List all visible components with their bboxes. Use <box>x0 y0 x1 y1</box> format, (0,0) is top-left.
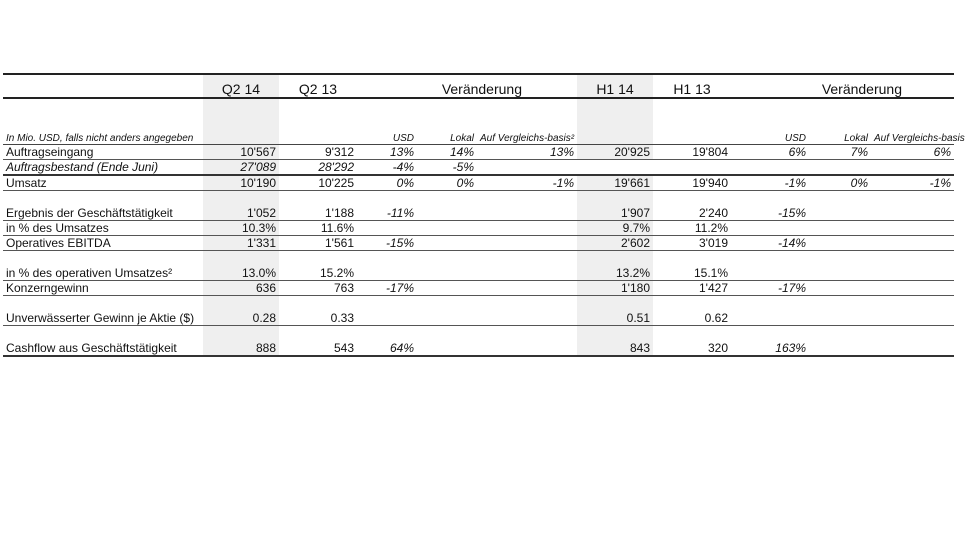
change-lokal <box>417 281 477 296</box>
value-q2-14: 1'331 <box>203 236 279 251</box>
value-h1-14: 19'661 <box>577 175 653 191</box>
value-h1-13: 19'804 <box>653 145 731 160</box>
change-lokal-h1: 0% <box>809 175 871 191</box>
table-row <box>3 251 954 281</box>
row-label: Operatives EBITDA <box>3 236 203 251</box>
subheader-lokal-h1: Lokal <box>809 98 871 145</box>
value-q2-14: 888 <box>203 326 279 357</box>
row-label: Cashflow aus Geschäftstätigkeit <box>3 326 203 357</box>
row-label: Auftragsbestand (Ende Juni) <box>3 160 203 176</box>
value-h1-14: 843 <box>577 326 653 357</box>
row-label: Umsatz <box>3 175 203 191</box>
value-h1-13 <box>653 160 731 176</box>
value-q2-13: 11.6% <box>279 221 357 236</box>
value-q2-13: 763 <box>279 281 357 296</box>
change-lokal-h1 <box>809 221 871 236</box>
value-q2-13: 10'225 <box>279 175 357 191</box>
change-comparable <box>477 296 577 326</box>
change-comparable-h1 <box>871 236 954 251</box>
value-h1-14 <box>577 160 653 176</box>
change-comparable: 13% <box>477 145 577 160</box>
value-h1-14: 2'602 <box>577 236 653 251</box>
change-comparable-h1 <box>871 326 954 357</box>
change-lokal <box>417 251 477 281</box>
units-note: In Mio. USD, falls nicht anders angegeben <box>3 98 203 145</box>
table-row <box>3 296 954 326</box>
row-label: Auftragseingang <box>3 145 203 160</box>
value-h1-14: 0.51 <box>577 296 653 326</box>
change-usd-h1 <box>731 221 809 236</box>
table-row <box>3 221 954 236</box>
change-lokal: 0% <box>417 175 477 191</box>
value-h1-13: 19'940 <box>653 175 731 191</box>
value-h1-13: 11.2% <box>653 221 731 236</box>
table-row <box>3 281 954 296</box>
subheader-empty-h1-14 <box>577 98 653 145</box>
change-usd <box>357 221 417 236</box>
change-comparable-h1: 6% <box>871 145 954 160</box>
value-h1-14: 20'925 <box>577 145 653 160</box>
value-q2-14: 10'190 <box>203 175 279 191</box>
header-row <box>3 74 954 98</box>
value-q2-13: 543 <box>279 326 357 357</box>
row-label: Ergebnis der Geschäftstätigkeit <box>3 191 203 221</box>
header-empty <box>3 74 203 98</box>
change-lokal-h1 <box>809 236 871 251</box>
value-h1-13: 3'019 <box>653 236 731 251</box>
table-row <box>3 191 954 221</box>
change-lokal-h1: 7% <box>809 145 871 160</box>
change-lokal-h1 <box>809 281 871 296</box>
header-q2-13: Q2 13 <box>279 74 357 98</box>
header-q2-14: Q2 14 <box>203 74 279 98</box>
value-h1-14: 1'180 <box>577 281 653 296</box>
subheader-row <box>3 98 954 145</box>
value-q2-13: 28'292 <box>279 160 357 176</box>
table-row <box>3 175 954 191</box>
change-comparable-h1 <box>871 296 954 326</box>
change-lokal-h1 <box>809 296 871 326</box>
change-comparable-h1 <box>871 221 954 236</box>
value-q2-14: 10.3% <box>203 221 279 236</box>
header-change-quarter: Veränderung <box>357 74 577 98</box>
value-h1-13: 320 <box>653 326 731 357</box>
value-q2-14: 636 <box>203 281 279 296</box>
subheader-empty-h1-13 <box>653 98 731 145</box>
subheader-usd-h1: USD <box>731 98 809 145</box>
change-usd-h1: -14% <box>731 236 809 251</box>
change-comparable <box>477 160 577 176</box>
change-comparable <box>477 326 577 357</box>
change-lokal: -5% <box>417 160 477 176</box>
change-comparable <box>477 281 577 296</box>
change-usd-h1: 163% <box>731 326 809 357</box>
change-lokal <box>417 221 477 236</box>
change-usd-h1 <box>731 296 809 326</box>
change-comparable: -1% <box>477 175 577 191</box>
value-q2-14: 0.28 <box>203 296 279 326</box>
change-usd-h1: 6% <box>731 145 809 160</box>
subheader-lokal: Lokal <box>417 98 477 145</box>
value-q2-13: 0.33 <box>279 296 357 326</box>
value-h1-13: 2'240 <box>653 191 731 221</box>
change-comparable <box>477 236 577 251</box>
change-lokal <box>417 236 477 251</box>
change-usd: 13% <box>357 145 417 160</box>
header-change-halfyear: Veränderung <box>731 74 954 98</box>
change-usd-h1: -1% <box>731 175 809 191</box>
row-label: in % des Umsatzes <box>3 221 203 236</box>
header-h1-13: H1 13 <box>653 74 731 98</box>
change-lokal-h1 <box>809 251 871 281</box>
subheader-empty-q2-14 <box>203 98 279 145</box>
row-label: Unverwässerter Gewinn je Aktie ($) <box>3 296 203 326</box>
change-comparable <box>477 251 577 281</box>
change-lokal-h1 <box>809 191 871 221</box>
change-lokal-h1 <box>809 160 871 176</box>
value-h1-13: 1'427 <box>653 281 731 296</box>
value-q2-13: 15.2% <box>279 251 357 281</box>
change-usd: 64% <box>357 326 417 357</box>
change-comparable <box>477 221 577 236</box>
row-label: Konzerngewinn <box>3 281 203 296</box>
value-q2-14: 10'567 <box>203 145 279 160</box>
change-usd: -4% <box>357 160 417 176</box>
change-comparable-h1 <box>871 160 954 176</box>
subheader-usd: USD <box>357 98 417 145</box>
value-q2-13: 9'312 <box>279 145 357 160</box>
change-usd-h1 <box>731 160 809 176</box>
header-h1-14: H1 14 <box>577 74 653 98</box>
value-q2-14: 1'052 <box>203 191 279 221</box>
subheader-comparable: Auf Vergleichs-basis² <box>477 98 577 145</box>
change-usd-h1 <box>731 251 809 281</box>
change-usd <box>357 251 417 281</box>
value-h1-13: 15.1% <box>653 251 731 281</box>
table-row <box>3 326 954 357</box>
value-q2-13: 1'188 <box>279 191 357 221</box>
value-q2-14: 13.0% <box>203 251 279 281</box>
table-row <box>3 160 954 176</box>
table-row <box>3 236 954 251</box>
change-lokal <box>417 326 477 357</box>
value-h1-14: 1'907 <box>577 191 653 221</box>
change-comparable <box>477 191 577 221</box>
value-h1-13: 0.62 <box>653 296 731 326</box>
value-q2-13: 1'561 <box>279 236 357 251</box>
change-lokal <box>417 191 477 221</box>
change-usd: -11% <box>357 191 417 221</box>
change-usd-h1: -17% <box>731 281 809 296</box>
change-comparable-h1: -1% <box>871 175 954 191</box>
change-lokal: 14% <box>417 145 477 160</box>
subheader-empty-q2-13 <box>279 98 357 145</box>
change-usd-h1: -15% <box>731 191 809 221</box>
change-comparable-h1 <box>871 251 954 281</box>
table-row <box>3 145 954 160</box>
change-usd: -15% <box>357 236 417 251</box>
change-lokal-h1 <box>809 326 871 357</box>
change-lokal <box>417 296 477 326</box>
row-label: in % des operativen Umsatzes² <box>3 251 203 281</box>
value-h1-14: 13.2% <box>577 251 653 281</box>
financial-results-table <box>3 73 965 357</box>
subheader-comparable-h1: Auf Vergleichs-basis <box>871 98 954 145</box>
change-usd: -17% <box>357 281 417 296</box>
change-usd <box>357 296 417 326</box>
change-usd: 0% <box>357 175 417 191</box>
change-comparable-h1 <box>871 191 954 221</box>
change-comparable-h1 <box>871 281 954 296</box>
value-h1-14: 9.7% <box>577 221 653 236</box>
value-q2-14: 27'089 <box>203 160 279 176</box>
